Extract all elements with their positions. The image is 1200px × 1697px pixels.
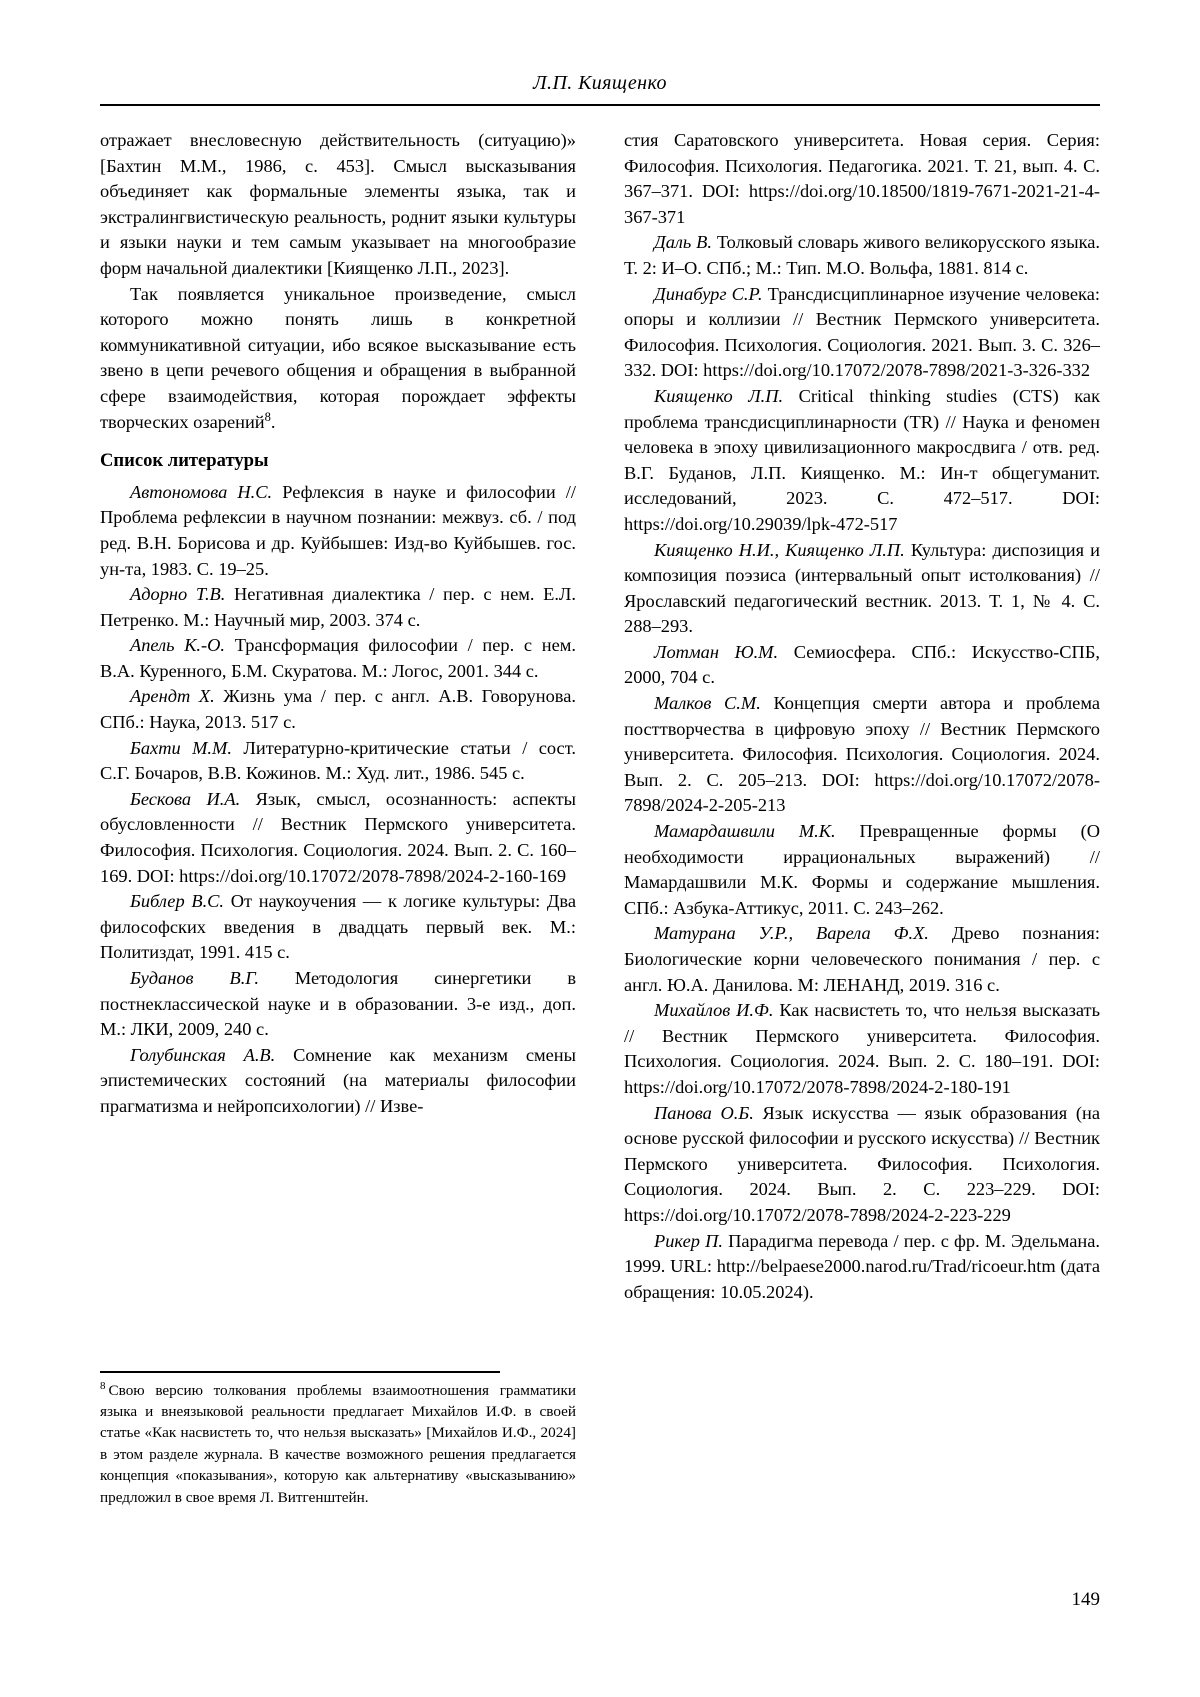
footnote-text: Свою версию толкования проблемы взаимоотношения грамматики языка и внеязыковой реальности предлагает Михайлов И.Ф. в своей статье «Как насвистеть то, что нельзя высказать» [Михайлов И.Ф., 2024] в этом разделе журнала. В качестве возможного решения предлагается концепция «показывания», которую как альтернативу «высказыванию» предложил в свое время Л. Витгенштейн. xyxy=(100,1381,576,1506)
right-column xyxy=(624,128,1100,1508)
reference-item xyxy=(624,921,1100,998)
body-paragraph: отражает внесловесную действительность (ситуацию)» [Бахтин М.М., 1986, с. 453]. Смысл высказывания объединяет как формальные элементы языка, так и экстралингвистическую реальность, роднит языки культуры и языки науки и тем самым указывает на многообразие форм начальной диалектики [Киященко Л.П., 2023]. xyxy=(100,130,576,278)
reference-item xyxy=(624,230,1100,281)
reference-item xyxy=(100,1043,576,1120)
reference-text: Толковый словарь живого великорусского языка. Т. 2: И–О. СПб.; М.: Тип. М.О. Вольфа, 1881. 814 с. xyxy=(624,232,1100,278)
reference-author: Мамардашвили М.К. xyxy=(654,821,836,842)
reference-item xyxy=(624,282,1100,384)
running-head: Л.П. Киященко xyxy=(533,72,667,94)
footnote xyxy=(100,1380,576,1508)
reference-author: Лотман Ю.М. xyxy=(654,641,779,662)
reference-item xyxy=(100,480,576,582)
reference-text: Литературно-критические статьи / сост. С.Г. Бочаров, В.В. Кожинов. М.: Худ. лит., 1986. 545 с. xyxy=(100,737,576,784)
body-paragraph-text: Так появляется уникальное произведение, смысл которого можно понять лишь в конкретной коммуникативной ситуации, ибо всякое высказывание есть звено в цепи речевого общения и обращения в выбранной сфере взаимодействия, которая порождает эффекты творческих озарений xyxy=(100,283,576,432)
reference-author: Голубинская А.В. xyxy=(130,1044,276,1065)
reference-author: Апель К.-О. xyxy=(130,635,226,656)
reference-text: Негативная диалектика / пер. с нем. Е.Л. Петренко. М.: Научный мир, 2003. 374 с. xyxy=(100,584,576,630)
reference-item xyxy=(624,819,1100,921)
reference-author: Киященко Л.П. xyxy=(654,385,784,406)
reference-item xyxy=(624,384,1100,538)
reference-item xyxy=(624,998,1100,1100)
reference-item xyxy=(100,889,576,966)
reference-item xyxy=(624,1229,1100,1306)
reference-text: Рефлексия в науке и философии // Проблема рефлексии в научном познании: межвуз. сб. / под ред. В.Н. Борисова и др. Куйбышев: Изд-во Куйбышев. гос. ун-та, 1983. С. 19–25. xyxy=(100,481,576,579)
reference-text: Трансформация философии / пер. с нем. В.А. Куренного, Б.М. Скуратова. М.: Логос, 2001. 344 с. xyxy=(100,635,576,681)
reference-item xyxy=(100,787,576,889)
reference-text: Культура: диспозиция и композиция поэзиса (интервальный опыт истолкования) // Ярославский педагогический вестник. 2013. Т. 1, № 4. С. 288–293. xyxy=(624,539,1100,637)
reference-author: Буданов В.Г. xyxy=(130,968,259,988)
reference-item xyxy=(100,684,576,735)
reference-text: стия Саратовского университета. Новая серия. Серия: Философия. Психология. Педагогика. 2021. Т. 21, вып. 4. С. 367–371. DOI: https://doi.org/10.18500/1819-7671-2021-21-4-367-371 xyxy=(624,130,1100,227)
reference-text: Critical thinking studies (CTS) как проблема трансдисциплинарности (TR) // Наука и феномен человека в эпоху цивилизационного макросдвига / отв. ред. В.Г. Буданов, Л.П. Киященко. М.: Ин-т общегуманит. исследований, 2023. С. 472–517. DOI: https://doi.org/10.29039/lpk-472-517 xyxy=(624,385,1101,534)
reference-author: Адорно Т.В. xyxy=(130,584,226,605)
reference-author: Михайлов И.Ф. xyxy=(654,1000,774,1021)
reference-author: Бахти М.М. xyxy=(130,737,232,758)
reference-text: Концепция смерти автора и проблема посттворчества в цифровую эпоху // Вестник Пермского университета. Философия. Психология. Социология. 2024. Вып. 2. С. 205–213. DOI: https://doi.org/10.17072/2078-7898/2024-2-205-213 xyxy=(624,693,1100,816)
reference-item xyxy=(100,582,576,633)
footnote-ref[interactable]: 8 xyxy=(264,409,271,424)
reference-item xyxy=(624,640,1100,691)
reference-author: Малков С.М. xyxy=(654,693,761,714)
reference-item xyxy=(100,633,576,684)
reference-author: Матурана У.Р., Варела Ф.Х. xyxy=(654,923,929,944)
reference-item-continued xyxy=(624,128,1100,230)
reference-item xyxy=(100,966,576,1043)
reference-author: Рикер П. xyxy=(654,1230,723,1251)
page-number: 149 xyxy=(1071,1589,1100,1610)
left-column xyxy=(100,128,576,1508)
reference-author: Динабург С.Р. xyxy=(654,283,763,304)
reference-text: От наукоучения — к логике культуры: Два философских введения в двадцать первый век. М.: Политиздат, 1991. 415 с. xyxy=(100,891,576,963)
reference-item xyxy=(624,691,1100,819)
reference-text: Сомнение как механизм смены эпистемических состояний (на материалы философии прагматизма и нейропсихологии) // Изве- xyxy=(100,1044,576,1116)
header-rule xyxy=(100,104,1100,106)
footnote-zone xyxy=(100,1365,576,1508)
references-heading: Список литературы xyxy=(100,450,269,472)
reference-author: Панова О.Б. xyxy=(654,1102,754,1123)
reference-author: Даль В. xyxy=(654,232,712,253)
reference-text: Язык, смысл, осознанность: аспекты обусловленности // Вестник Пермского университета. Философия. Психология. Социология. 2024. Вып. 2. С. 160–169. DOI: https://doi.org/10.17072/2078-7898/2024-2-160-169 xyxy=(100,788,576,886)
reference-author: Арендт Х. xyxy=(130,686,215,707)
reference-item xyxy=(100,736,576,787)
reference-author: Бескова И.А. xyxy=(130,788,241,809)
reference-text: Парадигма перевода / пер. с фр. М. Эдельмана. 1999. URL: http://belpaese2000.narod.ru/Trad/ricoeur.htm (дата обращения: 10.05.2024). xyxy=(624,1230,1100,1302)
reference-text: Как насвистеть то, что нельзя высказать // Вестник Пермского университета. Философия. Психология. Социология. 2024. Вып. 2. С. 180–191. DOI: https://doi.org/10.17072/2078-7898/2024-2-180-191 xyxy=(624,1000,1100,1097)
body-paragraph: Так появляется уникальное произведение, смысл которого можно понять лишь в конкретной коммуникативной ситуации, ибо всякое высказывание есть звено в цепи речевого общения и обращения в выбранной сфере взаимодействия, которая порождает эффекты творческих озарений$^8$. xyxy=(100,283,576,432)
reference-text: Древо познания: Биологические корни человеческого понимания / пер. с англ. Ю.А. Данилова. М: ЛЕНАНД, 2019. 316 с. xyxy=(624,923,1100,995)
reference-text: Превращенные формы (О необходимости иррациональных выражений) // Мамардашвили М.К. Формы и содержание мышления. СПб.: Азбука-Аттикус, 2011. С. 243–262. xyxy=(624,821,1100,918)
reference-text: Трансдисциплинарное изучение человека: опоры и коллизии // Вестник Пермского университета. Философия. Психология. Социология. 2021. Вып. 3. С. 326–332. DOI: https://doi.org/10.17072/2078-7898/2021-3-326-332 xyxy=(624,283,1100,381)
reference-text: Язык искусства — язык образования (на основе русской философии и русского искусства) // Вестник Пермского университета. Философия. Психология. Социология. 2024. Вып. 2. С. 223–229. DOI: https://doi.org/10.17072/2078-7898/2024-2-223-229 xyxy=(624,1102,1100,1225)
reference-item xyxy=(624,538,1100,640)
reference-text: Методология синергетики в постнеклассической науке и в образовании. 3-е изд., доп. М.: ЛКИ, 2009, 240 с. xyxy=(100,968,576,1040)
two-column-body xyxy=(100,128,1100,1508)
reference-text: Жизнь ума / пер. с англ. А.В. Говорунова. СПб.: Наука, 2013. 517 с. xyxy=(100,686,576,733)
reference-author: Библер В.С. xyxy=(130,891,225,912)
footnote-marker: 8 xyxy=(100,1379,106,1392)
footnote-rule xyxy=(100,1371,500,1372)
reference-author: Киященко Н.И., Киященко Л.П. xyxy=(654,539,905,560)
reference-text: Семиосфера. СПб.: Искусство-СПБ, 2000, 704 с. xyxy=(624,641,1100,688)
reference-author: Автономова Н.С. xyxy=(130,481,273,502)
reference-item xyxy=(624,1101,1100,1229)
